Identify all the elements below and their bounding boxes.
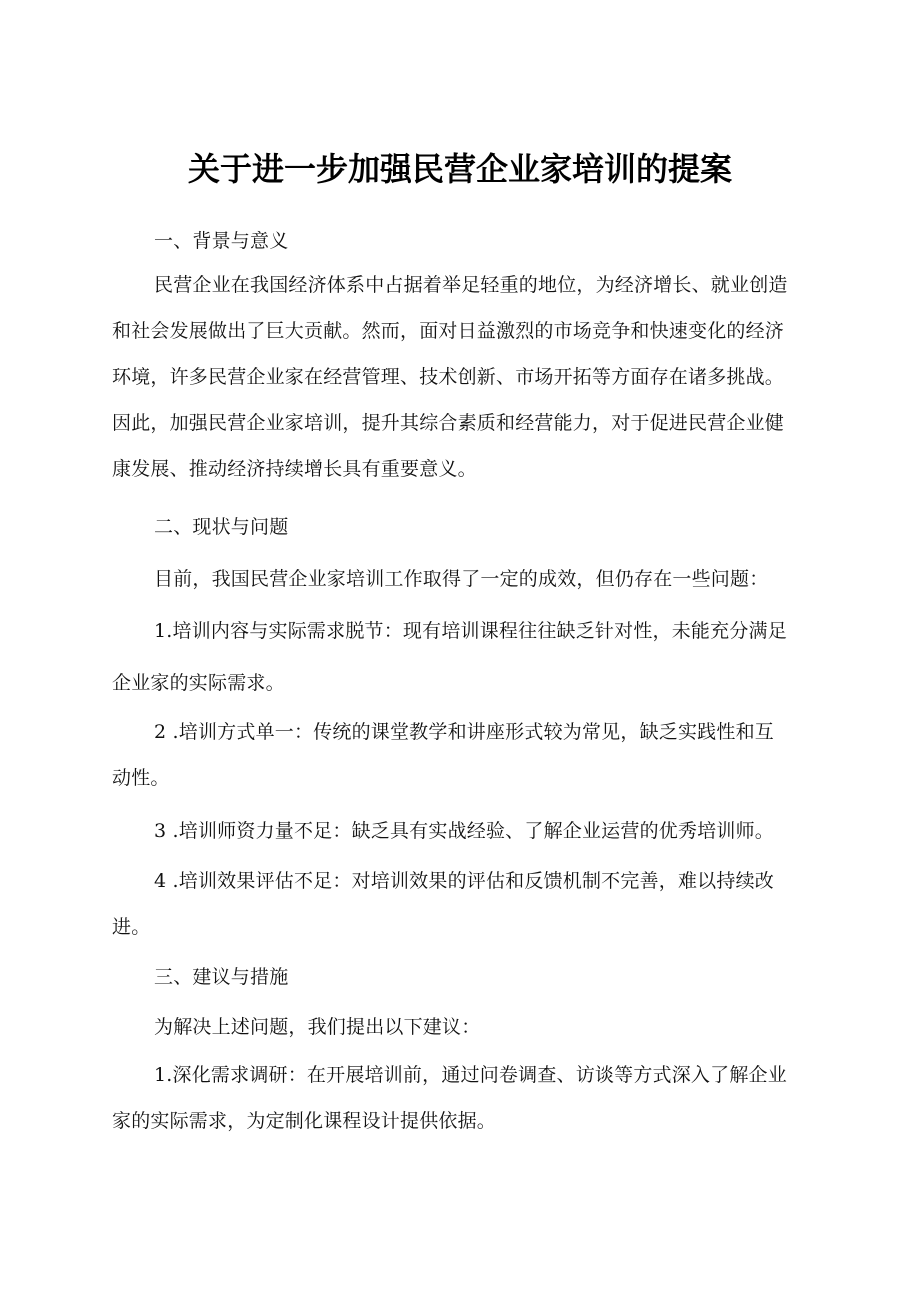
status-item-2-line-1: 2 .培训方式单一：传统的课堂教学和讲座形式较为常见，缺乏实践性和互 <box>154 721 774 743</box>
background-paragraph <box>112 270 808 484</box>
suggestions-intro <box>112 1012 808 1042</box>
status-item-2 <box>112 717 808 793</box>
status-item-3-line-1: 3 .培训师资力量不足：缺乏具有实战经验、了解企业运营的优秀培训师。 <box>154 820 774 842</box>
status-item-3 <box>112 816 808 846</box>
suggestion-item-1 <box>112 1060 808 1136</box>
document-title: 关于进一步加强民营企业家培训的提案 <box>187 150 732 189</box>
background-line-2: 和社会发展做出了巨大贡献。然而，面对日益激烈的市场竞争和快速变化的经济 <box>112 320 785 342</box>
background-line-1: 民营企业在我国经济体系中占据着举足轻重的地位，为经济增长、就业创造 <box>154 274 788 296</box>
suggestion-item-1-line-1: 1.深化需求调研：在开展培训前，通过问卷调查、访谈等方式深入了解企业 <box>154 1064 787 1086</box>
status-intro-line: 目前，我国民营企业家培训工作取得了一定的成效，但仍存在一些问题： <box>154 568 769 590</box>
status-item-1 <box>112 616 808 698</box>
status-item-2-line-2: 动性。 <box>112 767 170 789</box>
status-intro <box>112 564 808 594</box>
background-line-5: 康发展、推动经济持续增长具有重要意义。 <box>112 458 477 480</box>
section-heading-background: 一、背景与意义 <box>154 230 289 252</box>
status-item-4 <box>112 866 808 942</box>
section-heading-suggestions: 三、建议与措施 <box>154 966 289 988</box>
status-item-4-line-1: 4 .培训效果评估不足：对培训效果的评估和反馈机制不完善，难以持续改 <box>154 870 774 892</box>
status-item-1-line-2: 企业家的实际需求。 <box>112 672 285 694</box>
section-heading-status: 二、现状与问题 <box>154 516 289 538</box>
suggestion-item-1-line-2: 家的实际需求，为定制化课程设计提供依据。 <box>112 1110 497 1132</box>
suggestions-intro-line: 为解决上述问题，我们提出以下建议： <box>154 1016 481 1038</box>
background-line-4: 因此，加强民营企业家培训，提升其综合素质和经营能力，对于促进民营企业健 <box>112 412 785 434</box>
background-line-3: 环境，许多民营企业家在经营管理、技术创新、市场开拓等方面存在诸多挑战。 <box>112 366 785 388</box>
status-item-4-line-2: 进。 <box>112 916 151 938</box>
status-item-1-line-1: 1.培训内容与实际需求脱节：现有培训课程往往缺乏针对性，未能充分满足 <box>154 620 787 642</box>
